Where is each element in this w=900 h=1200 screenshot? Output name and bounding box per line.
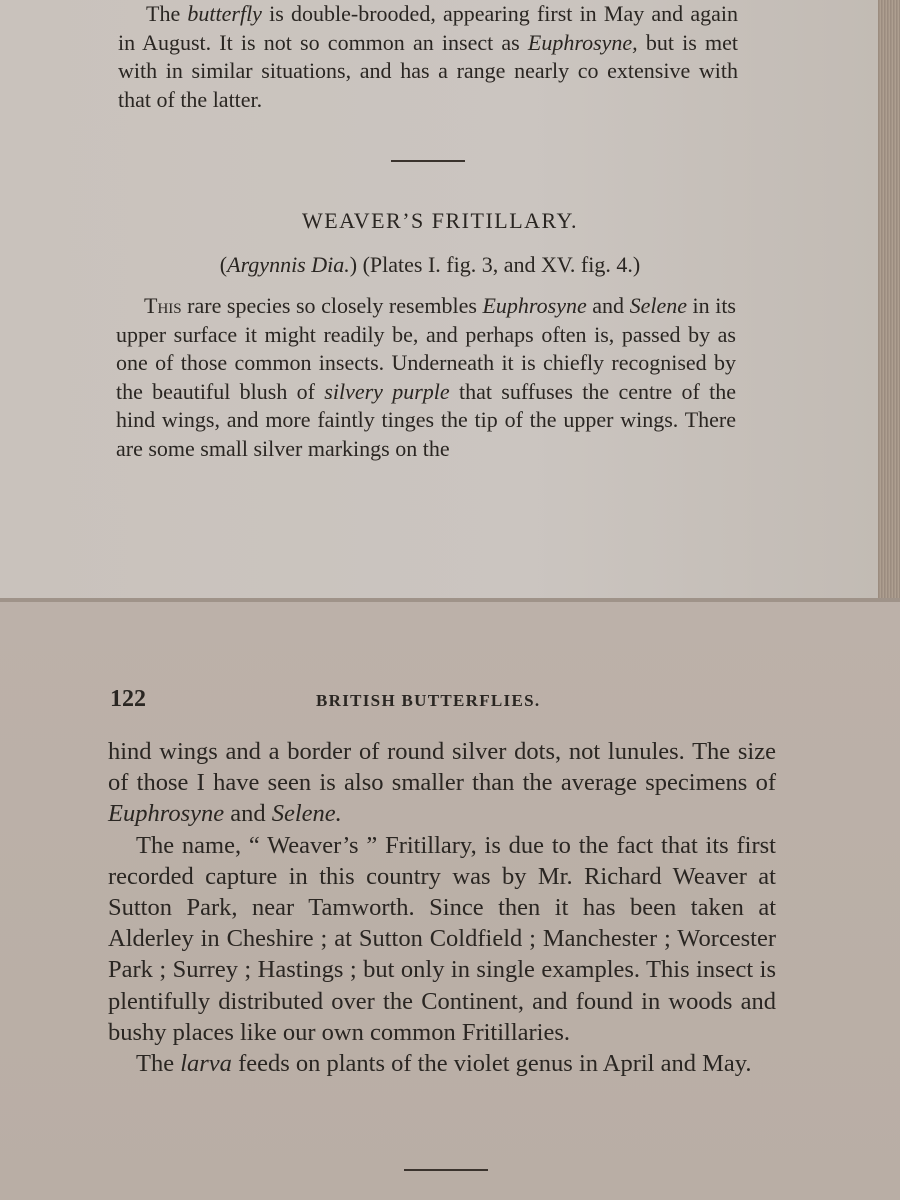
weavers-fritillary-text [116,292,736,464]
smallcaps-run: This [144,293,182,318]
text-run: ) (Plates I. fig. 3, and XV. fig. 4.) [349,252,641,277]
text-run: and [586,293,630,318]
section-heading: WEAVER’S FRITILLARY. [301,208,579,233]
end-divider-rule [404,1169,488,1171]
italic-run: silvery purple [324,378,450,404]
text-run: ( [219,252,228,277]
italic-run: Euphrosyne [108,800,225,828]
book-title: BRITISH BUTTERFLIES. [316,691,541,710]
text-run: but is met with in similar situations, and has a range nearly co extensive with that of the latter. [118,29,738,112]
text-run: is double-brooded, appearing first in May and again in August. It is not so common an insect as [118,1,739,55]
running-header [110,686,780,713]
lower-book-page [0,602,900,1200]
italic-run: Selene [629,293,687,318]
text-run: The [136,1050,181,1078]
text-run: The name, “ Weaver’s ” Fritillary, is due to the fact that its first recorded capture in this country was by Mr. Richard Weaver at Sutton Park, near Tamworth. Since then it has been taken at Alderley in Cheshire ; at Sutton Coldfield ; Manchester ; Worcester Park ; Surrey ; Hastings ; but only in single examples. This insect is plentifully distributed over the Continent, and found in woods and bushy places like our own common Fritillaries. [108,831,776,1046]
upper-book-page [0,0,880,600]
italic-run: Selene. [271,800,342,828]
paragraph-larva [108,1048,776,1079]
italic-run: Euphrosyne [482,293,587,318]
text-run: feeds on plants of the violet genus in April and May. [231,1050,752,1078]
species-subheading [150,252,710,278]
page-number: 122 [110,686,146,712]
section-divider-rule [391,160,465,162]
page-stack-edge [878,0,900,600]
paragraph-silver-dots [108,736,776,830]
paragraph-name-origin [108,830,776,1048]
italic-run: Argynnis Dia. [227,252,350,277]
continued-text [108,736,776,1079]
text-run: that suffuses the centre of the hind wings, and more faintly tinges the tip of the upper wings. There are some small silver markings on the [116,378,736,461]
paragraph-species-description [116,292,736,464]
text-run: rare species so closely resembles [181,293,483,318]
paragraph-butterfly-broods [118,0,738,114]
previous-section-text [118,0,738,114]
italic-run: butterfly [187,1,262,26]
italic-run: larva [180,1050,232,1078]
text-run: in its upper surface it might readily be, and perhaps often is, passed by as one of those common insects. Underneath it is chiefly recognised by the beautiful blush of [116,293,736,404]
text-run: hind wings and a border of round silver dots, not lunules. The size of those I have seen is also smaller than the average specimens of [108,738,776,797]
italic-run: Euphrosyne, [527,29,638,55]
text-run: and [224,800,272,828]
text-run: The [146,1,188,26]
